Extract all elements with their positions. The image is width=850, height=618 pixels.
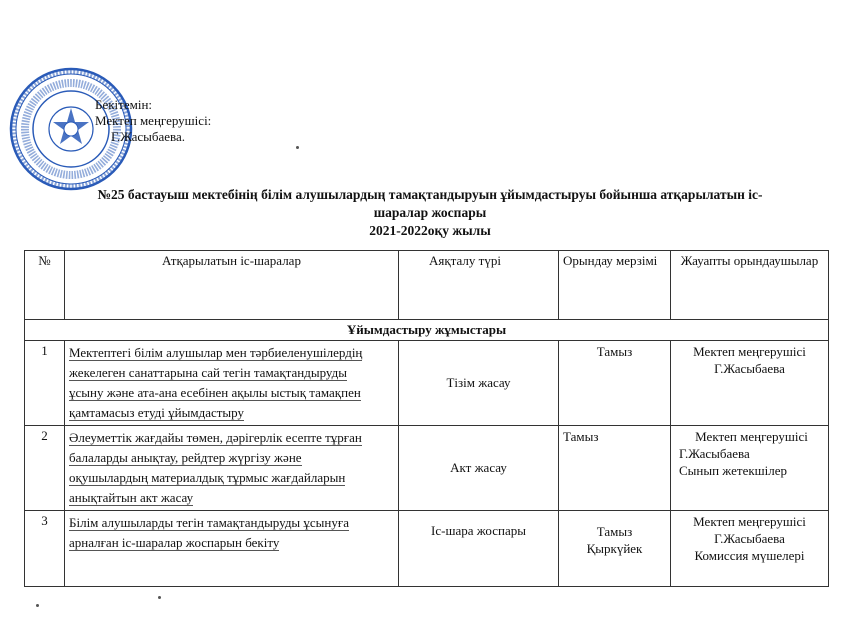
row-deadline: Тамыз [559, 426, 671, 511]
row-activity: Мектептегі білім алушылар мен тәрбиеленушілердің жекелеген санаттарына сай тегін тамақтандыруды ұсыну және ата-ана есебінен ақылы ыстық тамақпен қамтамасыз етуді ұйымдастыру [65, 341, 399, 426]
row-responsible: Мектеп меңгерушісі Г.Жасыбаева Комиссия мүшелері [671, 511, 829, 587]
row-number: 2 [25, 426, 65, 511]
document-title [40, 186, 820, 240]
activity-plan-table [24, 250, 829, 587]
header-no: № [25, 251, 65, 320]
approval-label: Бекітемін: [95, 97, 153, 112]
row-number: 1 [25, 341, 65, 426]
approval-block [95, 97, 211, 145]
table-header-row [25, 251, 829, 320]
row-deadline: Тамыз [559, 341, 671, 426]
row-activity: Әлеуметтік жағдайы төмен, дәрігерлік есепте тұрған балаларды анықтау, рейдтер жүргізу және оқушылардың материалдық тұрмыс жағдайларын анықтайтын акт жасау [65, 426, 399, 511]
table-row [25, 426, 829, 511]
row-completion: Тізім жасау [399, 341, 559, 426]
header-responsible: Жауапты орындаушылар [671, 251, 829, 320]
row-deadline: Тамыз Қыркүйек [559, 511, 671, 587]
row-number: 3 [25, 511, 65, 587]
row-completion: Іс-шара жоспары [399, 511, 559, 587]
section-title: Ұйымдастыру жұмыстары [25, 320, 829, 341]
row-responsible: Мектеп меңгерушісі Г.Жасыбаева [671, 341, 829, 426]
row-responsible: Мектеп меңгерушісі Г.Жасыбаева Сынып жетекшілер [671, 426, 829, 511]
approval-position: Мектеп меңгерушісі: [95, 113, 212, 128]
scan-speck [296, 146, 299, 149]
header-deadline: Орындау мерзімі [559, 251, 671, 320]
header-activity: Атқарылатын іс-шаралар [65, 251, 399, 320]
title-line-1: №25 бастауыш мектебінің білім алушылардың тамақтандыруын ұйымдастыруы бойынша атқарылатын іс- [97, 187, 763, 202]
table-row [25, 341, 829, 426]
scan-speck [36, 604, 39, 607]
row-activity: Білім алушыларды тегін тамақтандыруды ұсынуға арналған іс-шаралар жоспарын бекіту [65, 511, 399, 587]
title-line-3: 2021-2022оқу жылы [369, 223, 491, 238]
scan-speck [158, 596, 161, 599]
row-completion: Акт жасау [399, 426, 559, 511]
table-row [25, 511, 829, 587]
header-completion: Аяқталу түрі [399, 251, 559, 320]
section-row [25, 320, 829, 341]
title-line-2: шаралар жоспары [373, 205, 487, 220]
approval-signatory: Г.Жасыбаева. [111, 129, 186, 144]
